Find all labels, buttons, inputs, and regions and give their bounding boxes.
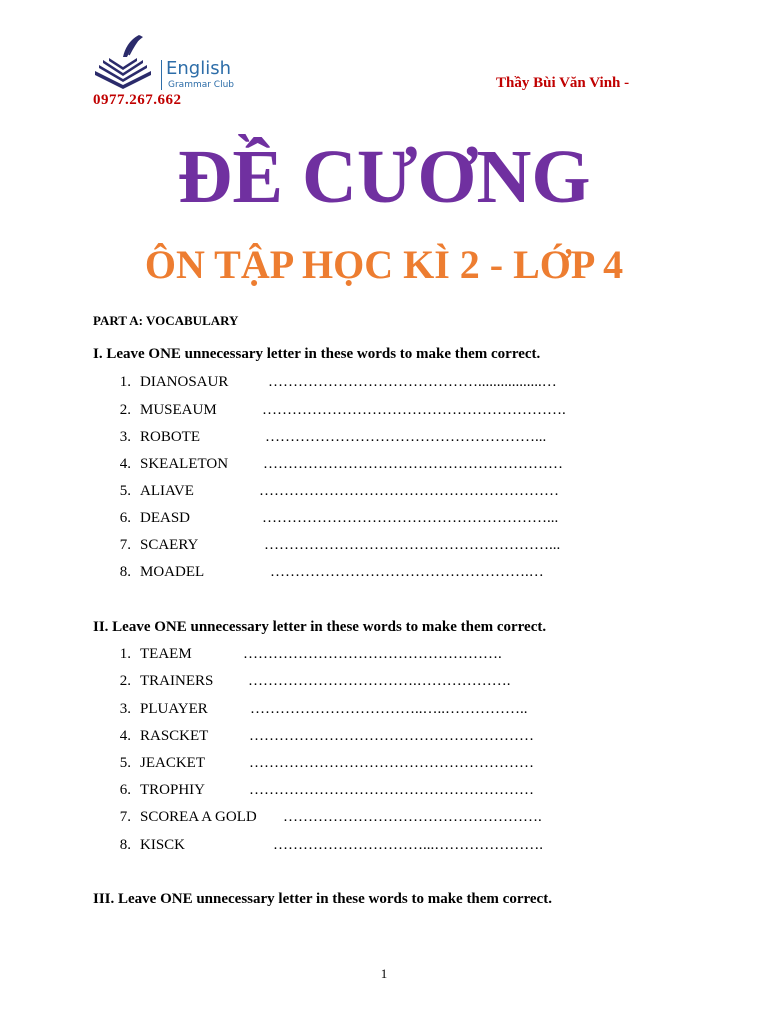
answer-blank: ………………………………………………… (249, 728, 534, 744)
answer-blank: ……………………………………………. (243, 646, 502, 662)
answer-blank: …………………………………………………... (264, 537, 561, 553)
item-number: 1. (119, 374, 131, 390)
item-number: 2. (119, 673, 131, 689)
answer-blank: ………………………………………………… (249, 782, 534, 798)
item-word: DIANOSAUR (140, 374, 229, 390)
item-number: 8. (119, 564, 131, 580)
logo-brand: English (166, 58, 231, 79)
item-number: 8. (119, 837, 131, 853)
page-number: 1 (380, 966, 388, 981)
item-word: TROPHIY (140, 782, 206, 798)
item-number: 1. (119, 646, 131, 662)
item-number: 5. (119, 483, 131, 499)
answer-blank: …………………………………….................… (268, 374, 557, 390)
answer-blank: ………………………………………………… (249, 755, 534, 771)
part-a-heading: PART A: VOCABULARY (93, 313, 239, 328)
item-number: 3. (119, 429, 131, 445)
item-word: DEASD (140, 510, 191, 526)
logo-divider (161, 60, 162, 90)
item-number: 4. (119, 456, 131, 472)
item-number: 5. (119, 755, 131, 771)
answer-blank: …………………………………………….… (270, 564, 544, 580)
item-word: TEAEM (140, 646, 192, 662)
logo-subbrand: Grammar Club (168, 80, 235, 90)
document-title: ĐỀ CƯƠNG (177, 135, 591, 219)
answer-blank: ……………………………………………. (283, 809, 542, 825)
answer-blank: …………………………………………………… (263, 456, 563, 472)
item-word: MOADEL (140, 564, 205, 580)
item-word: TRAINERS (140, 673, 214, 689)
item-word: RASCKET (140, 728, 209, 744)
item-word: SCAERY (140, 537, 199, 553)
item-number: 6. (119, 510, 131, 526)
item-word: ROBOTE (140, 429, 200, 445)
document-subtitle: ÔN TẬP HỌC KÌ 2 - LỚP 4 (144, 242, 624, 287)
item-word: ALIAVE (140, 483, 194, 499)
logo (91, 33, 251, 93)
item-word: SCOREA A GOLD (140, 809, 257, 825)
item-word: MUSEAUM (140, 402, 217, 418)
answer-blank: ……………………………………………………. (262, 402, 566, 418)
teacher-name: Thầy Bùi Văn Vinh - (496, 75, 630, 91)
answer-blank: ……………………………..…..…………….. (250, 701, 528, 717)
item-number: 7. (119, 537, 131, 553)
item-number: 7. (119, 809, 131, 825)
item-word: JEACKET (140, 755, 205, 771)
answer-blank: …………………………………………………... (262, 510, 559, 526)
item-number: 3. (119, 701, 131, 717)
phone-number: 0977.267.662 (93, 92, 182, 108)
section-3-heading: III. Leave ONE unnecessary letter in these words to make them correct. (93, 891, 552, 907)
answer-blank: …………………………………………………… (259, 483, 559, 499)
answer-blank: …………………………….………………. (248, 673, 511, 689)
item-word: KISCK (140, 837, 186, 853)
item-number: 2. (119, 402, 131, 418)
section-2-heading: II. Leave ONE unnecessary letter in these words to make them correct. (93, 619, 547, 635)
section-1-heading: I. Leave ONE unnecessary letter in these words to make them correct. (93, 346, 541, 362)
item-word: SKEALETON (140, 456, 229, 472)
item-number: 4. (119, 728, 131, 744)
item-number: 6. (119, 782, 131, 798)
book-quill-icon (91, 33, 161, 93)
item-word: PLUAYER (140, 701, 208, 717)
answer-blank: ………………………………………………... (265, 429, 547, 445)
answer-blank: …………………………...…………………. (273, 837, 543, 853)
